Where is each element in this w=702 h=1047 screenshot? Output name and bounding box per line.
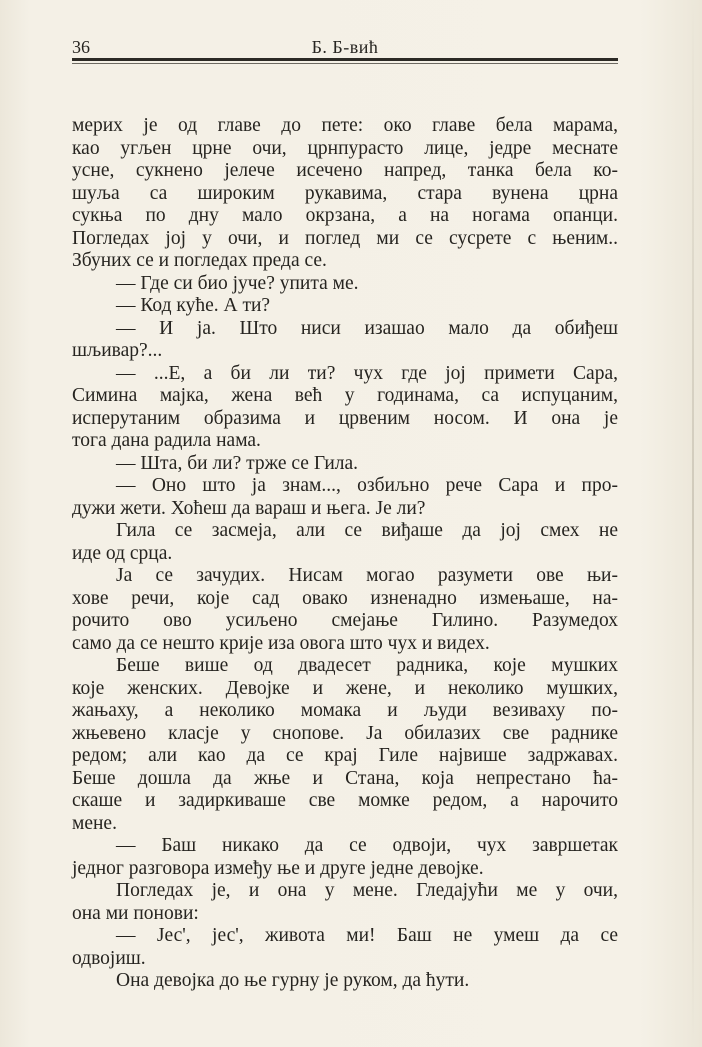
text-line: сукња по дну мало окрзана, а на ногама опанци.: [72, 205, 618, 226]
page-header: [72, 36, 618, 58]
text-line: које женских. Девојке и жене, и неколико мушких,: [72, 677, 618, 699]
text-line: скаше и задиркиваше све момке редом, а нарочито: [72, 790, 618, 811]
header-rule: [72, 58, 618, 61]
body-text: [72, 115, 618, 993]
text-line: Симина мајка, жена већ у годинама, са испуцаним,: [72, 385, 618, 406]
text-line: жањаху, а неколико момака и људи везиваху по-: [72, 700, 618, 721]
text-line: Гила се засмеја, али се виђаше да јој смех не: [116, 520, 618, 541]
text-line: дужи жети. Хоћеш да вараш и њега. Је ли?: [72, 497, 426, 519]
text-line: — И ја. Што ниси изашао мало да обиђеш: [116, 317, 618, 339]
text-line: само да се нешто крије иза овога што чух и видех.: [72, 632, 490, 654]
text-line: — Оно што ја знам..., озбиљно рече Сара и про-: [116, 475, 618, 496]
text-line: тога дана радила нама.: [72, 430, 261, 451]
text-line: рочито ово усиљено смејање Гилино. Разумедох: [72, 610, 618, 631]
text-line: једног разговора између ње и друге једне девојке.: [72, 857, 484, 879]
text-line: шљивар?...: [72, 340, 163, 361]
text-line: жњевено класје у снопове. Ја обилазих све раднике: [72, 722, 618, 744]
text-line: — Код куће. А ти?: [116, 295, 271, 316]
header-rule-thin: [72, 63, 618, 64]
text-line: одвојиш.: [72, 947, 146, 969]
text-line: Погледах јој у очи, и поглед ми се сусрете с њеним..: [72, 227, 618, 249]
text-line: Збуних се и погледах преда се.: [72, 250, 327, 271]
text-line: мерих је од главе до пете: око главе бела марама,: [72, 115, 618, 136]
text-line: као угљен црне очи, црнпурасто лице, једре меснате: [72, 137, 618, 159]
text-line: хове речи, које сад овако изненадно измењаше, на-: [72, 587, 618, 609]
text-line: — ...Е, а би ли ти? чух где јој примети Сара,: [116, 362, 618, 384]
text-line: Ја се зачудих. Нисам могао разумети ове њи-: [116, 565, 618, 586]
text-line: — Где си био јуче? упита ме.: [116, 272, 359, 294]
text-line: — Баш никако да се одвоји, чух завршетак: [116, 835, 618, 856]
text-line: она ми понови:: [72, 902, 199, 924]
text-line: Погледах је, и она у мене. Гледајући ме у очи,: [116, 880, 618, 901]
running-head: Б. Б-вић: [311, 37, 379, 57]
text-line: исперутаним образима и црвеним носом. И она је: [72, 407, 618, 429]
text-line: — Шта, би ли? трже се Гила.: [116, 452, 359, 474]
text-line: редом; али као да се крај Гиле највише задржавах.: [72, 745, 618, 766]
text-line: — Јес', јес', живота ми! Баш не умеш да се: [116, 925, 618, 946]
page-number: 36: [72, 37, 90, 57]
text-line: Беше више од двадесет радника, које мушких: [116, 655, 618, 676]
text-line: Беше дошла да жње и Стана, која непрестано ћа-: [72, 767, 618, 789]
text-line: Она девојка до ње гурну је руком, да ћути.: [116, 970, 470, 991]
text-line: иде од срца.: [72, 542, 173, 564]
page-edge-shadow: [692, 0, 694, 1047]
text-line: шуља са широким рукавима, стара вунена црна: [72, 182, 618, 204]
text-line: усне, сукнено јелече исечено напред, танка бела ко-: [72, 160, 618, 181]
text-line: мене.: [72, 812, 117, 834]
